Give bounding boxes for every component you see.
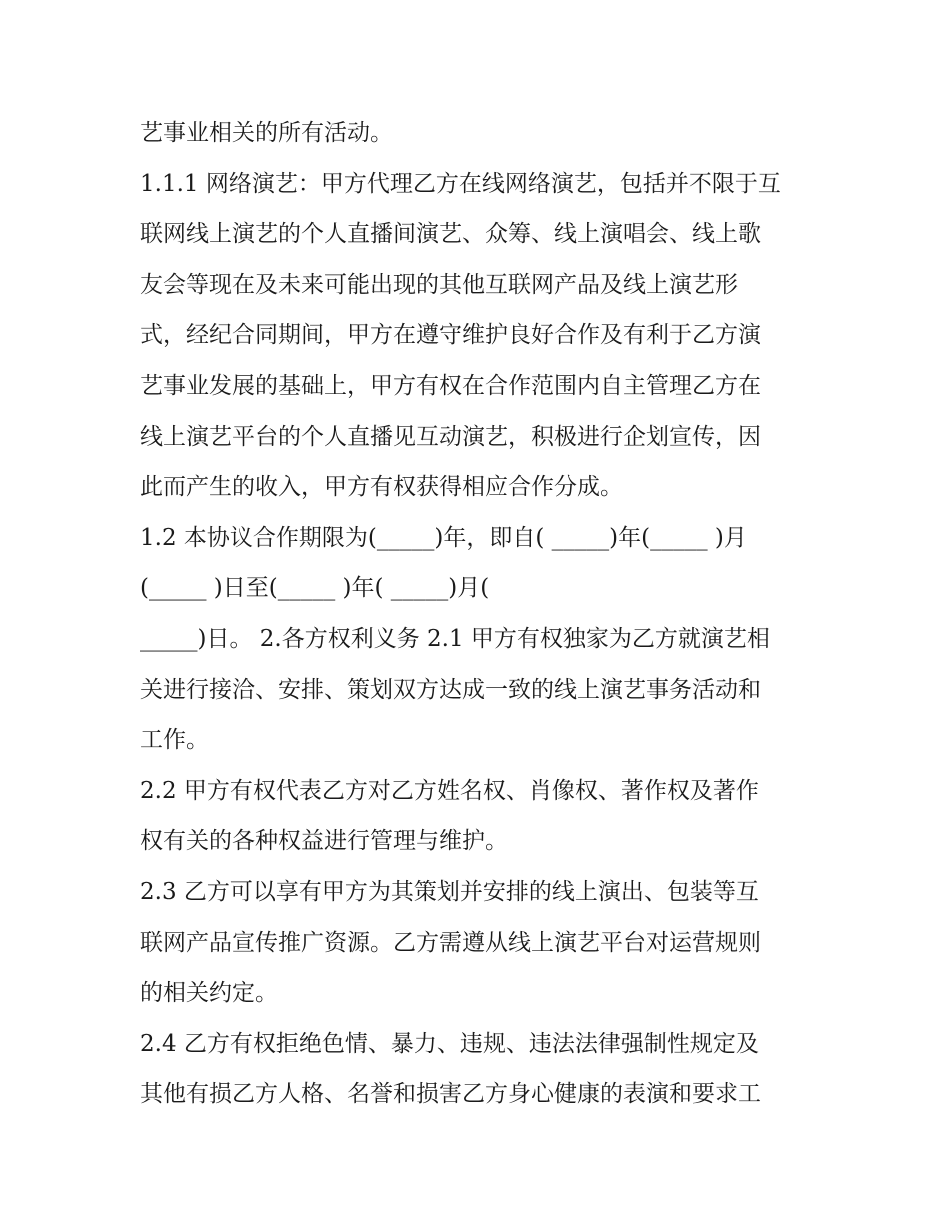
text-line: 艺事业发展的基础上，甲方有权在合作范围内自主管理乙方在 [140, 372, 761, 399]
text-line: 2.3 乙方可以享有甲方为其策划并安排的线上演出、包装等互 [140, 878, 759, 905]
text-line: 此而产生的收入，甲方有权获得相应合作分成。 [140, 474, 623, 501]
text-line: 联网线上演艺的个人直播间演艺、众筹、线上演唱会、线上歌 [140, 221, 761, 248]
text-line: 1.1.1 网络演艺：甲方代理乙方在线网络演艺，包括并不限于互 [140, 170, 781, 197]
text-line: 2.4 乙方有权拒绝色情、暴力、违规、违法法律强制性规定及 [140, 1030, 759, 1057]
text-line: 工作。 [140, 727, 209, 754]
text-line: 友会等现在及未来可能出现的其他互联网产品及线上演艺形 [140, 271, 738, 298]
text-line: 线上演艺平台的个人直播见互动演艺，积极进行企划宣传，因 [140, 423, 761, 450]
text-line: 2.2 甲方有权代表乙方对乙方姓名权、肖像权、著作权及著作 [140, 777, 759, 804]
text-line: 联网产品宣传推广资源。乙方需遵从线上演艺平台对运营规则 [140, 929, 761, 956]
text-line: 艺事业相关的所有活动。 [140, 120, 393, 146]
text-line: _____)日。 2.各方权利义务 2.1 甲方有权独家为乙方就演艺相 [140, 625, 770, 652]
text-line: (_____ )日至(_____ )年( _____)月( [140, 575, 490, 602]
text-line: 式，经纪合同期间，甲方在遵守维护良好合作及有利于乙方演 [140, 322, 761, 349]
text-line: 其他有损乙方人格、名誉和损害乙方身心健康的表演和要求工 [140, 1081, 761, 1108]
text-line: 的相关约定。 [140, 980, 278, 1007]
text-line: 1.2 本协议合作期限为(_____)年，即自( _____)年(_____ )月 [140, 524, 747, 551]
document-body [140, 108, 820, 1120]
text-line: 关进行接洽、安排、策划双方达成一致的线上演艺事务活动和 [140, 676, 761, 703]
text-line: 权有关的各种权益进行管理与维护。 [140, 828, 508, 855]
